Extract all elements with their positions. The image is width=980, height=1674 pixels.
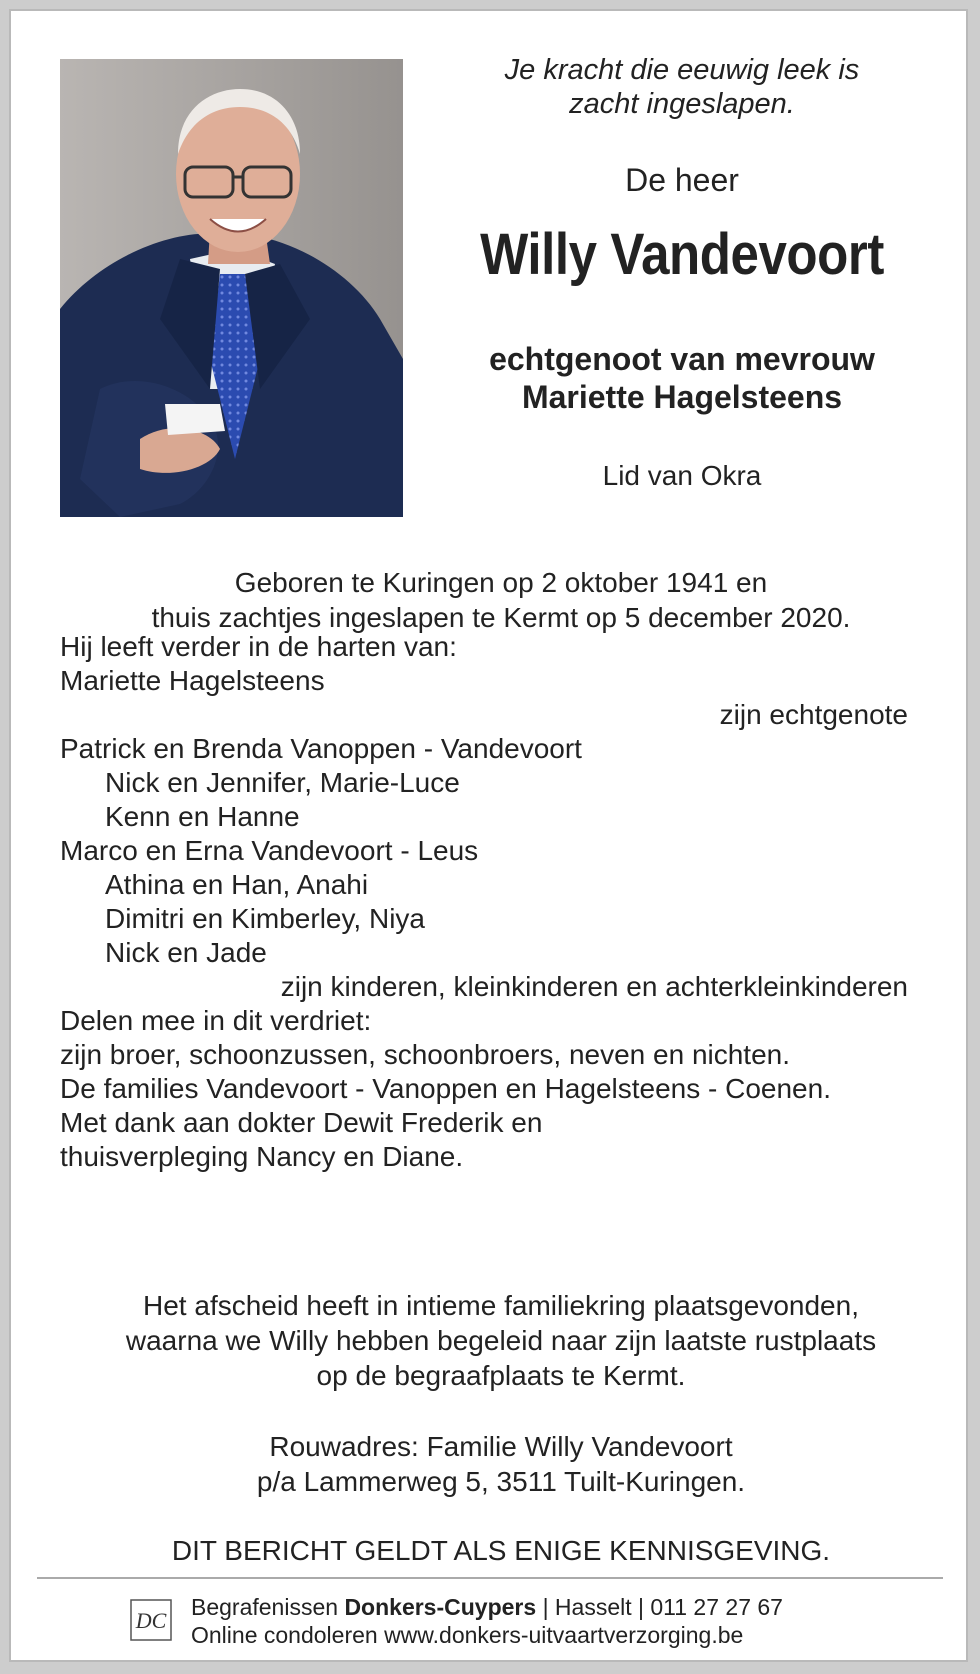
quote-line-2: zacht ingeslapen. [569,88,795,120]
family-child-1: Patrick en Brenda Vanoppen - Vandevoort [60,733,582,764]
farewell-line-1: Het afscheid heeft in intieme familiekring plaatsgevonden, [143,1290,859,1321]
family-spouse-role: zijn echtgenote [719,699,908,730]
family-spouse: Mariette Hagelsteens [60,665,325,696]
title-prefix: De heer [625,162,739,198]
family-thanks-1: Met dank aan dokter Dewit Frederik en [60,1107,543,1138]
family-grandchild-3: Athina en Han, Anahi [105,869,369,900]
birth-death-info [51,565,951,635]
deceased-name: Willy Vandevoort [480,222,884,287]
memorial-quote [447,53,917,121]
footer-condolence-link[interactable]: Online condoleren www.donkers-uitvaartverzorging.be [191,1622,744,1648]
family-grandchild-2: Kenn en Hanne [105,801,300,832]
family-intro: Hij leeft verder in de harten van: [60,631,457,662]
notice: DIT BERICHT GELDT ALS ENIGE KENNISGEVING. [171,1535,831,1566]
family-child-2: Marco en Erna Vandevoort - Leus [60,835,479,866]
spouse-heading [437,340,927,416]
footer-company: Donkers-Cuypers [344,1594,537,1620]
address-line-2: p/a Lammerweg 5, 3511 Tuilt-Kuringen. [256,1466,746,1497]
family-thanks-2: thuisverpleging Nancy en Diane. [60,1141,464,1172]
family-relatives: zijn broer, schoonzussen, schoonbroers, neven en nichten. [60,1039,791,1070]
footer-contact: | Hasselt | 011 27 27 67 [542,1594,783,1620]
mourning-address [51,1429,951,1499]
footer-prefix: Begrafenissen [191,1594,339,1620]
family-grandchild-1: Nick en Jennifer, Marie-Luce [105,767,460,798]
footer-line-1 [191,1593,783,1621]
family-grandchild-4: Dimitri en Kimberley, Niya [105,903,425,934]
born-line-2: thuis zachtjes ingeslapen te Kermt op 5 december 2020. [151,602,851,633]
family-share: Delen mee in dit verdriet: [60,1005,372,1036]
spouse-line-1: echtgenoot van mevrouw [489,341,875,377]
funeral-home-logo [129,1598,173,1642]
spouse-line-2: Mariette Hagelsteens [521,379,843,415]
family-grandchild-5: Nick en Jade [105,937,267,968]
portrait-photo [60,59,403,517]
address-line-1: Rouwadres: Familie Willy Vandevoort [269,1431,733,1462]
footer-divider [37,1577,943,1579]
farewell-line-2: waarna we Willy hebben begeleid naar zijn laatste rustplaats [125,1325,877,1356]
portrait-illustration [60,59,403,517]
born-line-1: Geboren te Kuringen op 2 oktober 1941 en [234,567,768,598]
obituary-card [9,9,968,1662]
quote-line-1: Je kracht die eeuwig leek is [504,54,860,86]
farewell-text [51,1288,951,1393]
farewell-line-3: op de begraafplaats te Kermt. [316,1360,686,1391]
funeral-home-footer [191,1593,783,1649]
membership: Lid van Okra [602,460,762,491]
family-families: De families Vandevoort - Vanoppen en Hagelsteens - Coenen. [60,1073,831,1104]
logo-monogram: DC [135,1608,167,1633]
family-children-role: zijn kinderen, kleinkinderen en achterkleinkinderen [280,971,908,1002]
